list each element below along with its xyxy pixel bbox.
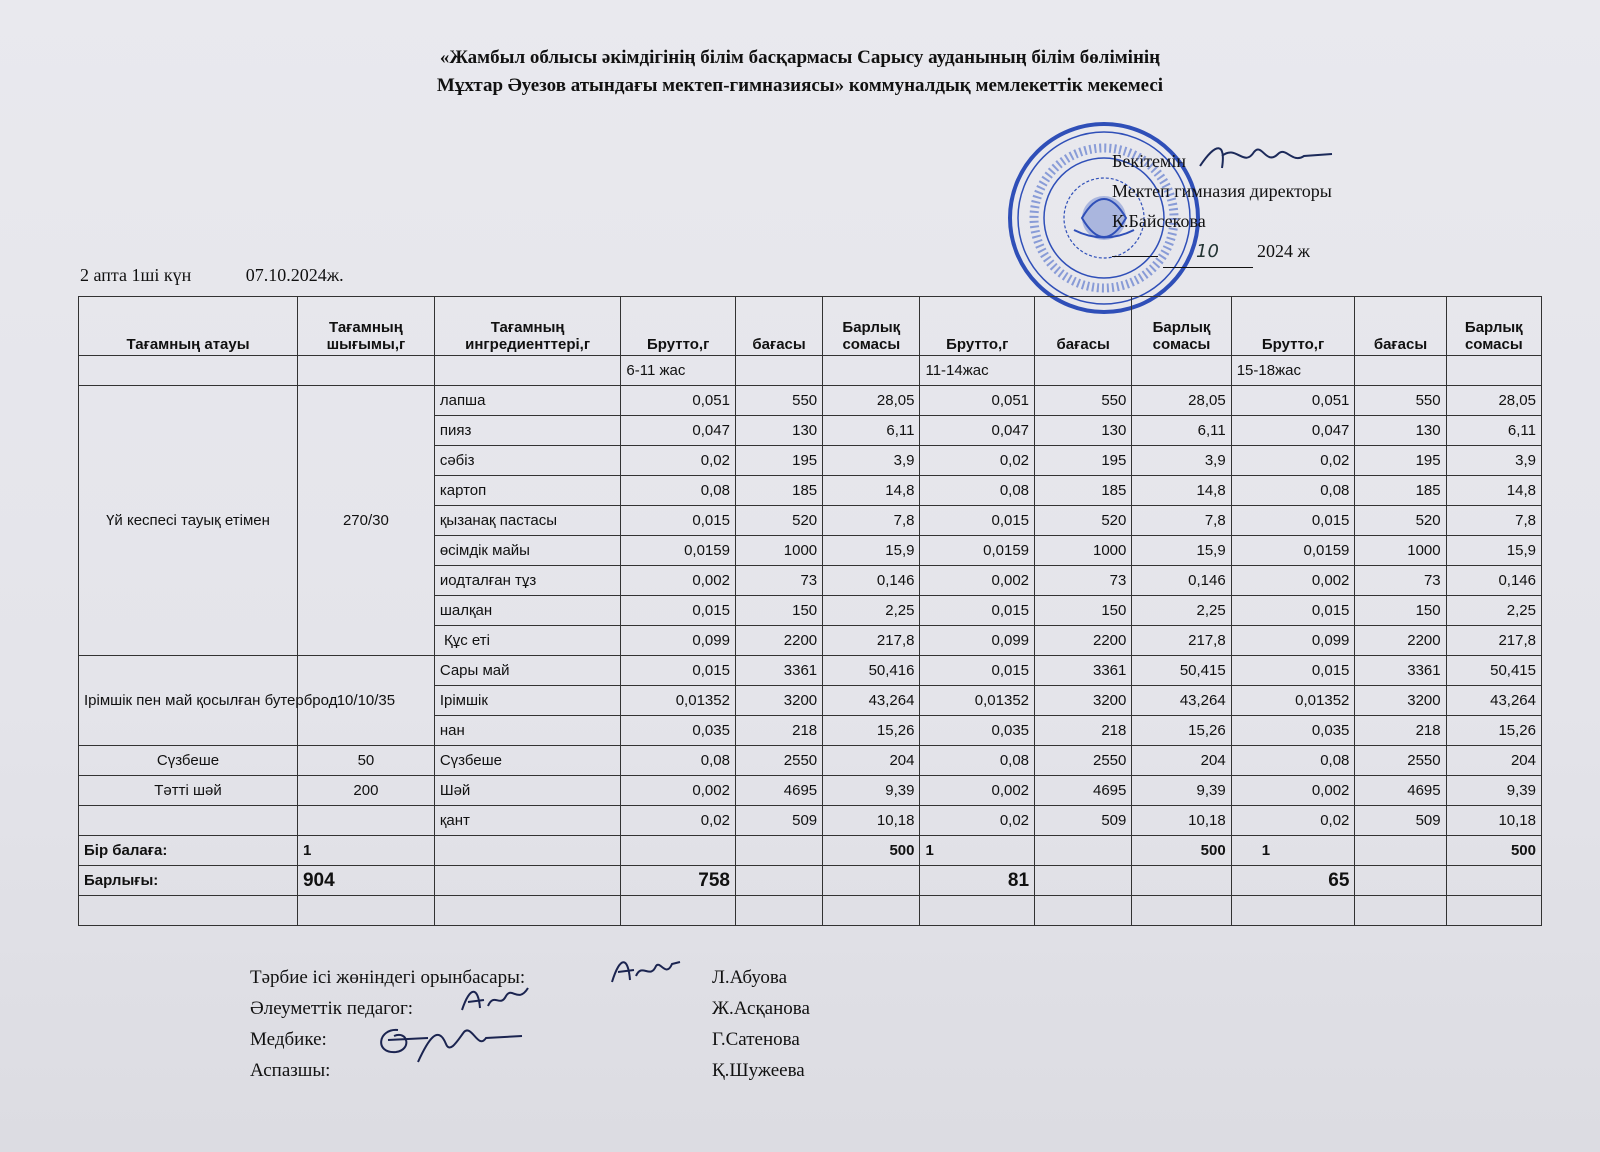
header-total: Барлық сомасы [823, 297, 920, 356]
ingredient: нан [434, 716, 621, 746]
signature-role: Медбике: [250, 1029, 327, 1050]
document-header [0, 44, 1600, 100]
week-day-line [80, 265, 394, 286]
cell: 0,08 [920, 746, 1035, 776]
header-brutto: Брутто,г [621, 297, 736, 356]
cell: 550 [1035, 386, 1132, 416]
cell: 14,8 [823, 476, 920, 506]
ingredient: иодталған тұз [434, 566, 621, 596]
header-price: бағасы [1035, 297, 1132, 356]
cell: 0,035 [1231, 716, 1355, 746]
ingredient: қант [434, 806, 621, 836]
cell: 0,051 [920, 386, 1035, 416]
cell: 0,002 [920, 566, 1035, 596]
cell: 218 [1035, 716, 1132, 746]
total-count: 904 [297, 866, 434, 896]
cell: 0,051 [1231, 386, 1355, 416]
cell: 0,047 [920, 416, 1035, 446]
age-11-14: 11-14жас [920, 356, 1035, 386]
cell: 9,39 [1446, 776, 1541, 806]
table-row [79, 746, 1542, 776]
cell: 0,146 [1446, 566, 1541, 596]
age-6-11: 6-11 жас [621, 356, 736, 386]
cell: 2550 [735, 746, 822, 776]
cell: 2,25 [1132, 596, 1231, 626]
header-price: бағасы [1355, 297, 1446, 356]
cell: 14,8 [1446, 476, 1541, 506]
week-date: 07.10.2024ж. [245, 265, 344, 285]
cell: 3361 [735, 656, 822, 686]
cell: 4695 [1035, 776, 1132, 806]
cell: 4695 [735, 776, 822, 806]
cell: 204 [1446, 746, 1541, 776]
cell: 509 [1355, 806, 1446, 836]
cell: 509 [735, 806, 822, 836]
cell: 0,02 [621, 806, 736, 836]
signature-name: Г.Сатенова [712, 1029, 800, 1050]
dish-yield: 200 [297, 776, 434, 806]
cell: 520 [735, 506, 822, 536]
header-brutto: Брутто,г [1231, 297, 1355, 356]
cell: 15,26 [1446, 716, 1541, 746]
week-label: 2 апта 1ші күн [80, 265, 192, 285]
cell: 217,8 [1132, 626, 1231, 656]
cell: 0,02 [1231, 806, 1355, 836]
cell: 15,9 [823, 536, 920, 566]
cell: 0,01352 [1231, 686, 1355, 716]
cell: 3200 [735, 686, 822, 716]
cell: 204 [1132, 746, 1231, 776]
cell: 195 [1035, 446, 1132, 476]
ingredient: лапша [434, 386, 621, 416]
cell: 2200 [735, 626, 822, 656]
cell: 520 [1035, 506, 1132, 536]
header-ingredients: Тағамның ингредиенттері,г [434, 297, 621, 356]
cell: 2550 [1035, 746, 1132, 776]
cell: 0,0159 [920, 536, 1035, 566]
cell: 10,18 [823, 806, 920, 836]
cell: 0,015 [920, 506, 1035, 536]
ingredient: шалқан [434, 596, 621, 626]
total-brutto-2: 81 [920, 866, 1035, 896]
cell: 204 [823, 746, 920, 776]
age-15-18: 15-18жас [1231, 356, 1355, 386]
cell: 130 [735, 416, 822, 446]
cell: 3361 [1355, 656, 1446, 686]
total-brutto-3: 65 [1231, 866, 1355, 896]
cell: 185 [735, 476, 822, 506]
cell: 0,002 [1231, 566, 1355, 596]
per-child-label: Бір балаға: [79, 836, 298, 866]
cell: 4695 [1355, 776, 1446, 806]
cell: 218 [735, 716, 822, 746]
cell: 50,415 [1446, 656, 1541, 686]
cell: 0,002 [920, 776, 1035, 806]
cell: 0,015 [920, 656, 1035, 686]
approval-month: 10 [1163, 237, 1253, 268]
cell: 2,25 [1446, 596, 1541, 626]
signature-role: Әлеуметтік педагог: [250, 998, 414, 1019]
cell: 130 [1355, 416, 1446, 446]
approval-position: Мектеп гимназия директоры [1112, 181, 1332, 201]
header-total: Барлық сомасы [1446, 297, 1541, 356]
ingredient: пияз [434, 416, 621, 446]
cell: 0,047 [621, 416, 736, 446]
cell: 218 [1355, 716, 1446, 746]
total-label: Барлығы: [79, 866, 298, 896]
cell: 7,8 [1446, 506, 1541, 536]
cell: 0,015 [1231, 656, 1355, 686]
cell: 0,01352 [920, 686, 1035, 716]
signature-name: Ж.Асқанова [712, 998, 810, 1019]
cell: 185 [1035, 476, 1132, 506]
cell: 185 [1355, 476, 1446, 506]
header-line-2: Мұхтар Әуезов атындағы мектеп-гимназиясы» коммуналдық мемлекеттік мекемесі [436, 75, 1164, 96]
dish-yield: 10/10/35 [297, 656, 434, 746]
cell: 15,9 [1132, 536, 1231, 566]
ingredient: картоп [434, 476, 621, 506]
approval-block [1112, 146, 1332, 268]
ingredient: Сүзбеше [434, 746, 621, 776]
cell: 3200 [1035, 686, 1132, 716]
dish-yield: 270/30 [297, 386, 434, 656]
cell: 7,8 [823, 506, 920, 536]
cell: 0,015 [621, 596, 736, 626]
signature-role: Тәрбие ісі жөніндегі орынбасары: [250, 967, 526, 988]
signature-role: Аспазшы: [250, 1060, 331, 1081]
cell: 0,047 [1231, 416, 1355, 446]
cell: 150 [1355, 596, 1446, 626]
ingredient: Ірімшік [434, 686, 621, 716]
cell: 0,035 [920, 716, 1035, 746]
signature-name: Қ.Шужеева [712, 1060, 805, 1081]
cell: 195 [1355, 446, 1446, 476]
cell: 1000 [735, 536, 822, 566]
cell: 0,146 [1132, 566, 1231, 596]
table-header-row [79, 297, 1542, 356]
cell: 10,18 [1132, 806, 1231, 836]
approval-date [1112, 236, 1310, 268]
per-child-sum-2: 500 [1132, 836, 1231, 866]
table-row [79, 776, 1542, 806]
age-group-row [79, 356, 1542, 386]
per-child-value-1: 1 [297, 836, 434, 866]
cell: 0,099 [621, 626, 736, 656]
cell: 0,015 [621, 656, 736, 686]
cell: 0,051 [621, 386, 736, 416]
per-child-sum-1: 500 [823, 836, 920, 866]
dish-name: Үй кеспесі тауық етімен [79, 386, 298, 656]
ingredient: Сары май [434, 656, 621, 686]
cell: 10,18 [1446, 806, 1541, 836]
cell: 50,415 [1132, 656, 1231, 686]
cell: 43,264 [1132, 686, 1231, 716]
per-child-value-2: 1 [920, 836, 1035, 866]
deputy-signature [606, 950, 686, 990]
header-line-1: «Жамбыл облысы әкімдігінің білім басқармасы Сарысу ауданының білім бөлімінің [439, 47, 1161, 68]
cell: 43,264 [1446, 686, 1541, 716]
ingredient: Шәй [434, 776, 621, 806]
cell: 2550 [1355, 746, 1446, 776]
table-row [79, 656, 1542, 686]
cell: 0,08 [920, 476, 1035, 506]
ingredient: қызанақ пастасы [434, 506, 621, 536]
cell: 130 [1035, 416, 1132, 446]
header-total: Барлық сомасы [1132, 297, 1231, 356]
approval-name: К.Байсекова [1112, 211, 1206, 231]
cell: 15,26 [1132, 716, 1231, 746]
header-price: бағасы [735, 297, 822, 356]
cell: 520 [1355, 506, 1446, 536]
cell: 550 [735, 386, 822, 416]
total-row [79, 866, 1542, 896]
cell: 0,002 [621, 776, 736, 806]
per-child-value-3: 1 [1231, 836, 1355, 866]
cell: 3200 [1355, 686, 1446, 716]
cell: 43,264 [823, 686, 920, 716]
cell: 50,416 [823, 656, 920, 686]
cell: 0,015 [920, 596, 1035, 626]
header-yield: Тағамның шығымы,г [297, 297, 434, 356]
approval-year: 2024 ж [1257, 241, 1310, 261]
cell: 73 [1035, 566, 1132, 596]
cell: 150 [735, 596, 822, 626]
cell: 1000 [1355, 536, 1446, 566]
cell: 0,08 [621, 476, 736, 506]
cell: 0,02 [920, 806, 1035, 836]
cell: 73 [735, 566, 822, 596]
cell: 217,8 [1446, 626, 1541, 656]
total-brutto-1: 758 [621, 866, 736, 896]
ingredient: сәбіз [434, 446, 621, 476]
cell: 6,11 [1446, 416, 1541, 446]
signature-name: Л.Абуова [712, 967, 788, 988]
dish-name: Сүзбеше [79, 746, 298, 776]
cell: 2200 [1355, 626, 1446, 656]
cell: 0,015 [1231, 596, 1355, 626]
cell: 0,02 [1231, 446, 1355, 476]
cell: 0,08 [1231, 746, 1355, 776]
dish-name: Тәтті шәй [79, 776, 298, 806]
cell: 0,099 [1231, 626, 1355, 656]
cell: 6,11 [1132, 416, 1231, 446]
cell: 28,05 [1446, 386, 1541, 416]
dish-yield: 50 [297, 746, 434, 776]
cell: 550 [1355, 386, 1446, 416]
cell: 150 [1035, 596, 1132, 626]
cell: 0,015 [621, 506, 736, 536]
cell: 2,25 [823, 596, 920, 626]
cell: 0,002 [621, 566, 736, 596]
ingredient: Құс еті [434, 626, 621, 656]
cell: 217,8 [823, 626, 920, 656]
cell: 0,035 [621, 716, 736, 746]
empty-row [79, 896, 1542, 926]
cell: 0,02 [920, 446, 1035, 476]
ingredient: өсімдік майы [434, 536, 621, 566]
cell: 6,11 [823, 416, 920, 446]
cell: 7,8 [1132, 506, 1231, 536]
cell: 2200 [1035, 626, 1132, 656]
table-row [79, 386, 1542, 416]
cell: 3361 [1035, 656, 1132, 686]
cell: 28,05 [823, 386, 920, 416]
cell: 0,0159 [621, 536, 736, 566]
cell: 0,08 [1231, 476, 1355, 506]
cell: 15,26 [823, 716, 920, 746]
menu-table [78, 296, 1542, 926]
approval-title: Бекітемін [1112, 151, 1186, 171]
cell: 0,099 [920, 626, 1035, 656]
cell: 0,02 [621, 446, 736, 476]
cell: 73 [1355, 566, 1446, 596]
cell: 9,39 [823, 776, 920, 806]
per-child-sum-3: 500 [1446, 836, 1541, 866]
cell: 3,9 [1132, 446, 1231, 476]
approval-day [1112, 256, 1158, 257]
cell: 0,01352 [621, 686, 736, 716]
per-child-row [79, 836, 1542, 866]
dish-name: Ірімшік пен май қосылған бутерброд [79, 656, 298, 746]
cell: 3,9 [823, 446, 920, 476]
cell: 0,08 [621, 746, 736, 776]
cell: 195 [735, 446, 822, 476]
cell: 0,002 [1231, 776, 1355, 806]
cell: 0,146 [823, 566, 920, 596]
header-brutto: Брутто,г [920, 297, 1035, 356]
cell: 9,39 [1132, 776, 1231, 806]
nurse-signature [368, 1010, 528, 1074]
table-row [79, 806, 1542, 836]
cell: 509 [1035, 806, 1132, 836]
cell: 14,8 [1132, 476, 1231, 506]
cell: 1000 [1035, 536, 1132, 566]
cell: 28,05 [1132, 386, 1231, 416]
cell: 3,9 [1446, 446, 1541, 476]
cell: 0,0159 [1231, 536, 1355, 566]
header-dish: Тағамның атауы [79, 297, 298, 356]
cell: 15,9 [1446, 536, 1541, 566]
cell: 0,015 [1231, 506, 1355, 536]
